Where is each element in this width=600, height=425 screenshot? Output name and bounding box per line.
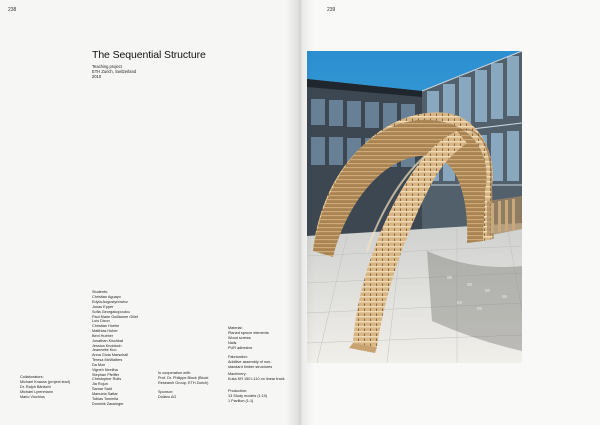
timber-arch-pavilion-photo xyxy=(307,51,522,363)
machinery-column xyxy=(228,372,285,382)
student-name: Jeannette Kuo xyxy=(92,348,117,353)
students-heading: Students: xyxy=(92,290,109,294)
collaborator-name: Dr. Ralph Bärtschi xyxy=(20,384,51,389)
collaborators-heading: Collaborators: xyxy=(20,375,44,379)
meta-line: Teaching project xyxy=(92,64,122,69)
student-name: Matthias Huber xyxy=(92,329,118,334)
meta-line: ETH Zurich, Switzerland xyxy=(92,69,137,75)
student-name: Sofia Georgakopoulou xyxy=(92,309,130,314)
photo-svg xyxy=(307,51,522,363)
student-name: Luis Dixon xyxy=(92,319,110,324)
production-line: 13 Study models (1:10) xyxy=(228,394,268,399)
fabrication-line: standard timber structures xyxy=(228,364,273,369)
page-title: The Sequential Structure xyxy=(92,49,206,61)
production-heading: Production: xyxy=(228,389,248,393)
collaborators-column xyxy=(20,375,70,400)
student-name: Stephan Pfeiffer xyxy=(92,372,120,377)
cooperation-column xyxy=(158,371,208,386)
material-line: PUR adhesive xyxy=(228,345,253,350)
cooperation-heading: In cooperation with: xyxy=(158,371,191,375)
student-name: Beni Hueber xyxy=(92,333,114,338)
collaborator-name: Mario Viuchius xyxy=(20,394,45,399)
student-name: Paul Marie Guillaume Gillet xyxy=(92,314,139,319)
students-column xyxy=(92,290,138,407)
student-name: Jonathan Kischkat xyxy=(92,338,124,343)
collaborator-name: Michael Lyrenmann xyxy=(20,389,53,394)
student-name: Samar Said xyxy=(92,387,112,392)
student-name: Jia Rojun xyxy=(92,382,108,387)
student-name: Edyta Augustynowicz xyxy=(92,299,128,304)
material-line: Nails xyxy=(228,340,237,345)
sponsor-name: Dollaro AG xyxy=(158,395,177,400)
production-line: 1 Pavilion (1:1) xyxy=(228,398,254,403)
student-name: Manuela Sattar xyxy=(92,392,118,397)
fabrication-line: Additive assembly of non- xyxy=(228,360,272,365)
machinery-line: Kuka KR 150 L110 on linear track xyxy=(228,377,285,382)
production-column xyxy=(228,389,267,404)
material-line: Wood screws xyxy=(228,335,251,340)
sponsor-column xyxy=(158,390,176,400)
machinery-heading: Machinery: xyxy=(228,372,247,376)
fabrication-column xyxy=(228,355,272,370)
project-meta xyxy=(92,64,136,80)
student-name: Vigneh Neeliha xyxy=(92,367,118,372)
student-name: Christian Hoehe xyxy=(92,324,120,329)
student-name: Tobias Tommila xyxy=(92,396,119,401)
material-column xyxy=(228,326,269,351)
student-name: Christian Aguayo xyxy=(92,295,121,300)
student-name: Teresa McWalters xyxy=(92,358,123,363)
student-name: Christopher Rolls xyxy=(92,377,122,382)
student-name: Jonas Epper xyxy=(92,304,114,309)
meta-line: 2010 xyxy=(92,74,102,80)
collaborator-name: Michael Knauss (project lead) xyxy=(20,380,71,385)
student-name: Da Mon xyxy=(92,362,106,367)
material-line: Planed spruce elements xyxy=(228,331,269,336)
cooperation-line: Research Group, ETH Zurich) xyxy=(158,380,209,385)
fabrication-heading: Fabrication: xyxy=(228,355,248,359)
page-number-left: 238 xyxy=(8,7,17,13)
material-heading: Material: xyxy=(228,326,243,330)
sponsor-heading: Sponsor: xyxy=(158,390,174,394)
student-name: Jessica Knobloch xyxy=(92,343,122,348)
page-number-right: 239 xyxy=(327,7,336,13)
cooperation-line: Prof. Dr. Philippe Block (Block xyxy=(158,376,209,381)
student-name: Anna Gioia Marschall xyxy=(92,353,129,358)
student-name: Dominik Zausinger xyxy=(92,401,124,406)
